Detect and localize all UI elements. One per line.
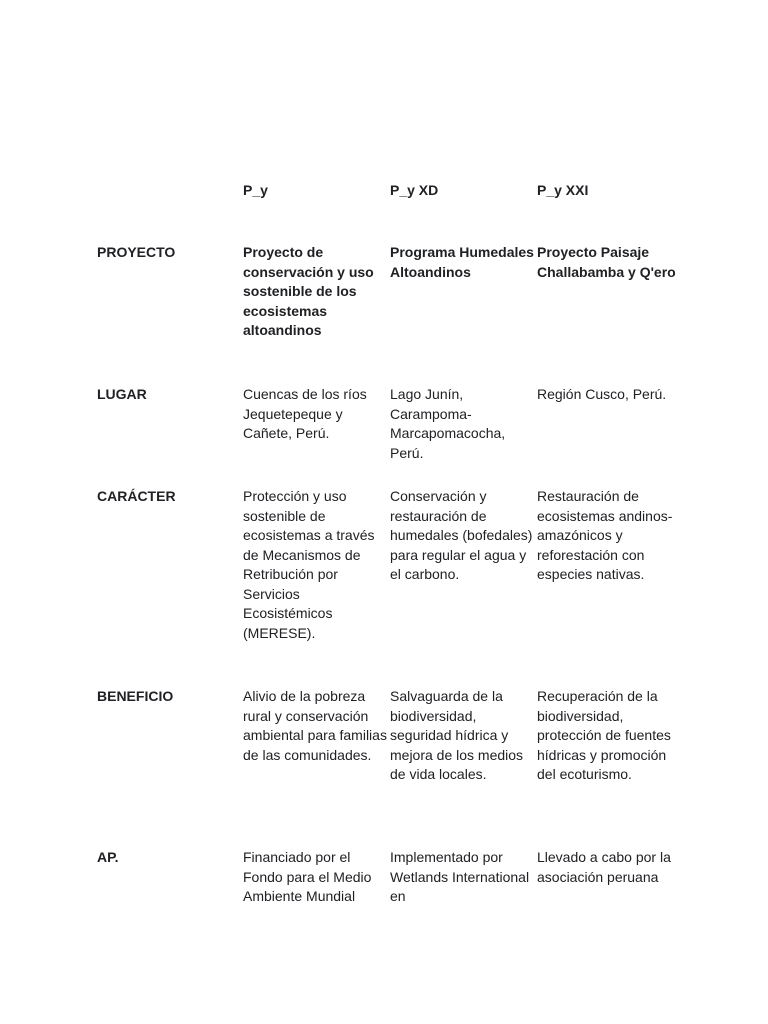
row-lugar (97, 385, 737, 487)
row-cell: Lago Junín, Carampoma-Marcapomacocha, Perú. (390, 386, 506, 461)
row-cell: Cuencas de los ríos Jequetepeque y Cañete, Perú. (243, 386, 367, 441)
row-cell: Programa Humedales Altoandinos (390, 244, 534, 280)
row-cell: Conservación y restauración de humedales (bofedales) para regular el agua y el carbono. (390, 488, 533, 582)
row-proyecto (97, 243, 737, 385)
row-label: CARÁCTER (97, 488, 176, 504)
row-label: BENEFICIO (97, 688, 174, 704)
row-cell: Región Cusco, Perú. (537, 386, 667, 402)
row-cell: Implementado por Wetlands International en (390, 849, 530, 904)
row-caracter (97, 487, 737, 687)
header-col-1: P_y (243, 182, 268, 198)
row-cell: Restauración de ecosistemas andinos-amazónicos y reforestación con especies nativas. (537, 488, 673, 582)
row-cell: Proyecto Paisaje Challabamba y Q'ero (537, 244, 676, 280)
row-label: LUGAR (97, 386, 147, 402)
row-label: PROYECTO (97, 244, 176, 260)
row-ap (97, 848, 737, 928)
row-cell: Recuperación de la biodiversidad, protección de fuentes hídricas y promoción del ecoturismo. (537, 688, 671, 782)
row-label: AP. (97, 849, 119, 865)
row-cell: Llevado a cabo por la asociación peruana (537, 849, 671, 885)
row-cell: Alivio de la pobreza rural y conservación ambiental para familias de las comunidades. (243, 688, 387, 763)
header-row (97, 181, 737, 243)
row-cell: Salvaguarda de la biodiversidad, seguridad hídrica y mejora de los medios de vida locales. (390, 688, 524, 782)
header-col-3: P_y XXI (537, 182, 589, 198)
row-beneficio (97, 687, 737, 848)
row-cell: Protección y uso sostenible de ecosistemas a través de Mecanismos de Retribución por Servicios Ecosistémicos (MERESE). (243, 488, 375, 641)
row-cell: Financiado por el Fondo para el Medio Ambiente Mundial (243, 849, 372, 904)
comparison-table (97, 181, 737, 928)
row-cell: Proyecto de conservación y uso sostenible de los ecosistemas altoandinos (243, 244, 374, 338)
header-col-2: P_y XD (390, 182, 439, 198)
